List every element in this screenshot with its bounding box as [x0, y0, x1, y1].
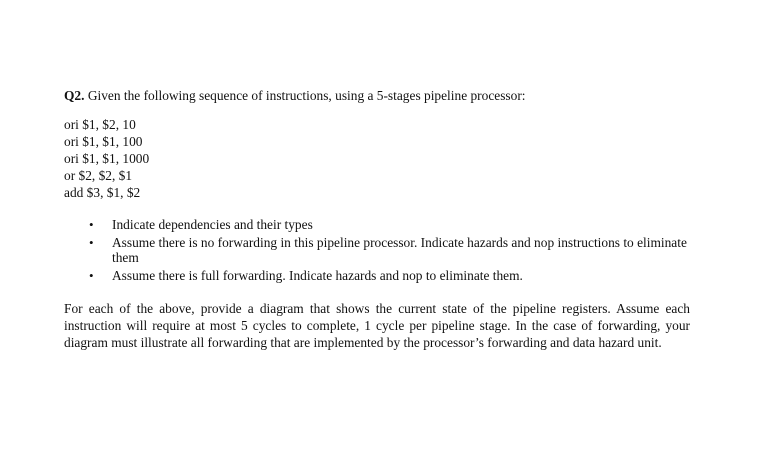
question-number: Q2.	[64, 88, 85, 103]
document-page	[64, 87, 704, 351]
task-item	[64, 217, 704, 233]
instruction-list	[64, 116, 704, 201]
task-list	[64, 217, 704, 283]
task-text: Assume there is full forwarding. Indicate hazards and nop to eliminate them.	[112, 267, 523, 283]
instruction-line: or $2, $2, $1	[64, 168, 133, 183]
bullet-icon: •	[89, 267, 94, 283]
instruction-line: ori $1, $1, 100	[64, 134, 143, 149]
instructions-paragraph: For each of the above, provide a diagram that shows the current state of the pipeline registers. Assume each instruction will require at most 5 cycles to complete, 1 cycle per pipeline stage. In the case of forwarding, your diagram must illustrate all forwarding that are implemented by the processor’s forwarding and data hazard unit.	[64, 301, 690, 350]
task-item	[64, 235, 704, 266]
bullet-icon: •	[89, 217, 94, 232]
task-text: Indicate dependencies and their types	[112, 217, 313, 232]
task-item	[64, 268, 704, 284]
instruction-line: ori $1, $1, 1000	[64, 151, 150, 166]
bullet-icon: •	[89, 234, 94, 250]
instruction-line: add $3, $1, $2	[64, 185, 141, 200]
question-heading	[64, 87, 704, 104]
task-text: Assume there is no forwarding in this pipeline processor. Indicate hazards and nop instructions to eliminate them	[112, 234, 687, 265]
instruction-line: ori $1, $2, 10	[64, 117, 136, 132]
question-text: Given the following sequence of instructions, using a 5-stages pipeline processor:	[84, 88, 526, 103]
